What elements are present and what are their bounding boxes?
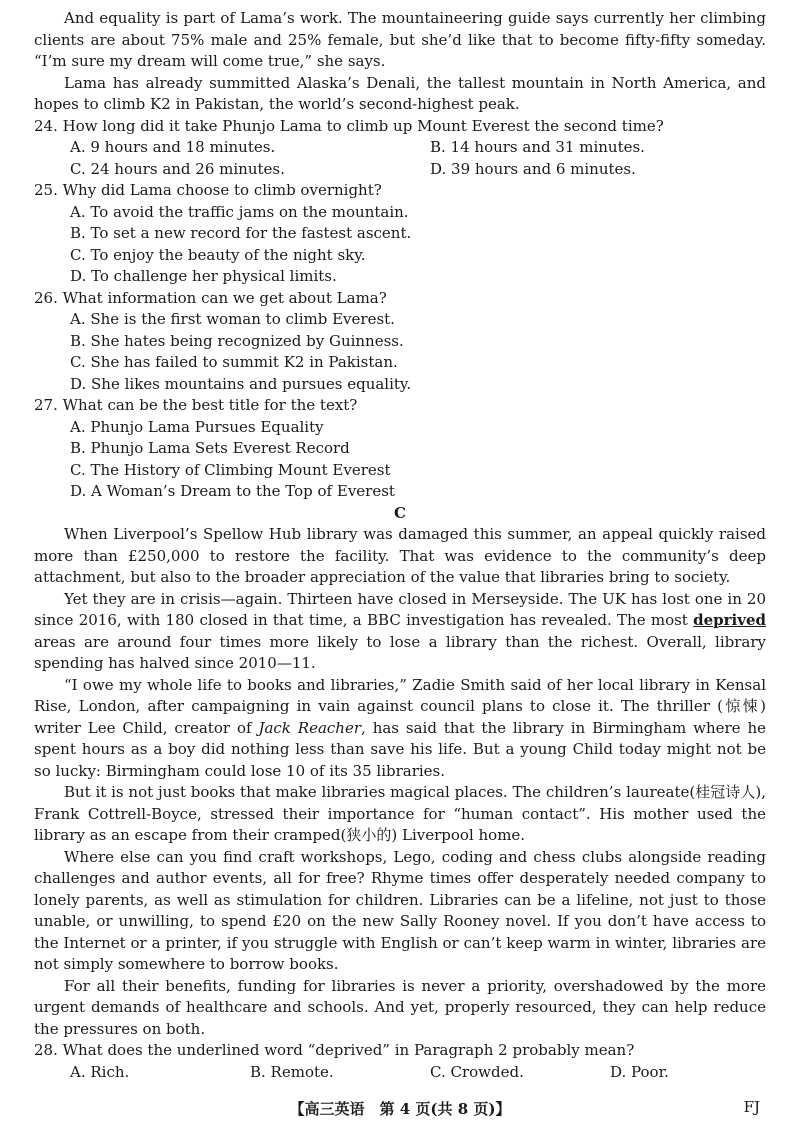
underlined-word-deprived: deprived [693, 611, 766, 629]
option-27-d: D. A Woman’s Dream to the Top of Everest [70, 482, 395, 500]
option-27-b: B. Phunjo Lama Sets Everest Record [70, 439, 350, 457]
option-27-a: A. Phunjo Lama Pursues Equality [70, 417, 324, 436]
footer-code: FJ [743, 1098, 760, 1116]
question-24 [34, 116, 766, 181]
question-26 [34, 288, 766, 396]
paragraph-equality: And equality is part of Lama’s work. The mountaineering guide says currently her climbing clients are about 75% male and 25% female, but she’d like that to become fifty-fifty someday. “I’m sure my dream will come true,” she says. [34, 9, 766, 70]
passage-c-paragraph-4: But it is not just books that make libraries magical places. The children’s laureate(桂冠诗人), Frank Cottrell-Boyce, stressed their importance for “human contact”. His mother used the library as an escape from their cramped(狭小的) Liverpool home. [34, 783, 766, 844]
option-28-b: B. Remote. [250, 1062, 334, 1081]
question-27 [34, 395, 766, 503]
option-28-d: D. Poor. [610, 1062, 669, 1081]
p2-text-after: areas are around four times more likely to lose a library than the richest. Overall, library spending has halved since 2010—11. [34, 632, 766, 672]
question-28-stem: 28. What does the underlined word “deprived” in Paragraph 2 probably mean? [34, 1041, 635, 1059]
book-title-jack-reacher: Jack Reacher [258, 718, 362, 737]
question-25 [34, 180, 766, 288]
option-28-c: C. Crowded. [430, 1062, 524, 1081]
p3-text-before: “I owe my whole life to books and libraries,” Zadie Smith said of her local library in Kensal Rise, London, after campaigning in vain against council plans to close it. The thriller (惊悚) writer Lee Child, creator of [34, 675, 766, 737]
option-25-a: A. To avoid the traffic jams on the mountain. [70, 202, 409, 221]
option-25-d: D. To challenge her physical limits. [70, 267, 337, 285]
passage-c-paragraph-2 [34, 589, 766, 675]
passage-c-paragraph-3 [34, 675, 766, 783]
option-24-c: C. 24 hours and 26 minutes. [70, 159, 285, 178]
p3-text-after: , has said that the library in Birmingham where he spent hours as a boy did nothing less than save his life. But a young Child today might not be so lucky: Birmingham could lose 10 of its 35 libraries. [34, 718, 766, 780]
passage-c-paragraph-1: When Liverpool’s Spellow Hub library was damaged this summer, an appeal quickly raised more than £250,000 to restore the facility. That was evidence to the community’s deep attachment, but also to the broader appreciation of the value that libraries bring to society. [34, 525, 766, 586]
footer-page-label: 【高三英语 第 4 页(共 8 页)】 [289, 1100, 511, 1118]
option-28-a: A. Rich. [70, 1062, 130, 1081]
option-24-a: A. 9 hours and 18 minutes. [70, 138, 276, 156]
question-25-stem: 25. Why did Lama choose to climb overnight? [34, 181, 382, 199]
option-26-a: A. She is the first woman to climb Everest. [70, 310, 395, 328]
page-footer [0, 1098, 800, 1119]
question-27-stem: 27. What can be the best title for the text? [34, 396, 358, 414]
option-26-d: D. She likes mountains and pursues equality. [70, 374, 412, 393]
p2-text-before: Yet they are in crisis—again. Thirteen have closed in Merseyside. The UK has lost one in 20 since 2016, with 180 closed in that time, a BBC investigation has revealed. The most [34, 589, 766, 629]
question-28 [34, 1040, 766, 1083]
option-25-c: C. To enjoy the beauty of the night sky. [70, 245, 366, 264]
question-24-options [34, 137, 766, 180]
option-27-c: C. The History of Climbing Mount Everest [70, 460, 391, 479]
option-26-b: B. She hates being recognized by Guinness. [70, 331, 404, 350]
option-25-b: B. To set a new record for the fastest ascent. [70, 224, 412, 242]
question-26-stem: 26. What information can we get about Lama? [34, 288, 387, 307]
option-24-d: D. 39 hours and 6 minutes. [430, 159, 636, 178]
passage-c-paragraph-6: For all their benefits, funding for libraries is never a priority, overshadowed by the more urgent demands of healthcare and schools. And yet, properly resourced, they can help reduce the pressures on both. [34, 976, 766, 1038]
paragraph-denali: Lama has already summitted Alaska’s Denali, the tallest mountain in North America, and hopes to climb K2 in Pakistan, the world’s second-highest peak. [34, 73, 766, 113]
passage-c-paragraph-5: Where else can you find craft workshops, Lego, coding and chess clubs alongside reading challenges and author events, all for free? Rhyme times offer desperately needed company to lonely parents, as well as stimulation for children. Libraries can be a lifeline, not just to those unable, or unwilling, to spend £20 on the new Sally Rooney novel. If you don’t have access to the Internet or a printer, if you struggle with English or can’t keep warm in winter, libraries are not simply somewhere to borrow books. [34, 847, 766, 973]
question-28-options [34, 1062, 766, 1084]
section-heading-c: C [394, 503, 406, 522]
option-26-c: C. She has failed to summit K2 in Pakistan. [70, 353, 398, 371]
option-24-b: B. 14 hours and 31 minutes. [430, 138, 645, 156]
question-24-stem: 24. How long did it take Phunjo Lama to climb up Mount Everest the second time? [34, 116, 664, 135]
